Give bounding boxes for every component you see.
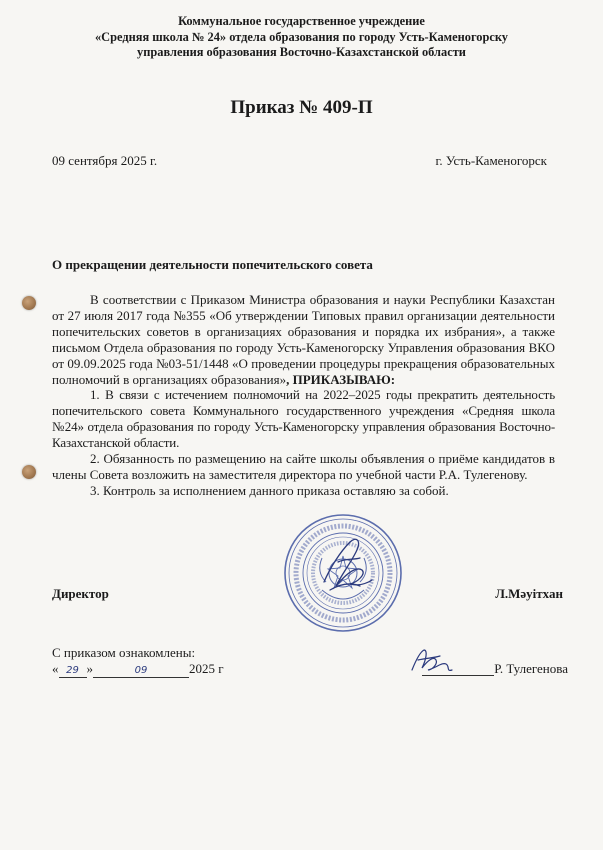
director-name: Л.Мәуітхан bbox=[495, 586, 563, 601]
intro-paragraph bbox=[52, 292, 555, 387]
ack-day: 29 bbox=[59, 664, 87, 678]
ack-person-name: Р. Тулегенова bbox=[494, 661, 568, 676]
org-line-1: Коммунальное государственное учреждение bbox=[178, 14, 425, 28]
intro-text: В соответствии с Приказом Министра образования и науки Республики Казахстан от 27 июля 2017 года №355 «Об утверждении Типовых правил организации деятельности попечительских советов в организациях образования и порядка их избрания», а также письмом Отдела образования по городу Усть-Каменогорску Управления образования ВКО от 09.09.2025 года №03-51/1448 «О проведении процедуры прекращения образовательных полномочий в организациях образования» bbox=[52, 292, 555, 387]
org-line-2: «Средняя школа № 24» отдела образования по городу Усть-Каменогорску bbox=[94, 29, 509, 44]
order-city: г. Усть-Каменогорск bbox=[435, 153, 547, 168]
acknowledgement-label: С приказом ознакомлены: bbox=[52, 645, 196, 660]
order-subject: О прекращении деятельности попечительского совета bbox=[52, 257, 373, 272]
order-body bbox=[52, 292, 555, 499]
acknowledgement-line bbox=[52, 661, 568, 679]
director-position: Директор bbox=[52, 586, 109, 601]
item-2: 2. Обязанность по размещению на сайте школы объявления о приёме кандидатов в члены Совета возложить на заместителя директора по учебной части Р.А. Тулегенову. bbox=[52, 451, 555, 482]
punch-hole-bottom bbox=[22, 465, 36, 479]
order-date: 09 сентября 2025 г. bbox=[52, 153, 158, 168]
item-3: 3. Контроль за исполнением данного приказа оставляю за собой. bbox=[90, 482, 449, 498]
open-quote: « bbox=[52, 661, 59, 676]
punch-hole-top bbox=[22, 296, 36, 310]
acknowledgement-signature bbox=[406, 644, 462, 678]
ack-month: 09 bbox=[93, 664, 189, 678]
director-signature bbox=[316, 532, 376, 596]
close-quote: » bbox=[86, 661, 93, 676]
organization-header bbox=[0, 14, 603, 61]
item-1: 1. В связи с истечением полномочий на 2022–2025 годы прекратить деятельность попечительского совета Коммунального государственного учреждения «Средняя школа №24» отдела образования по городу Усть-Каменогорску управления образования Восточно-Казахстанской области. bbox=[52, 387, 555, 451]
order-word: , ПРИКАЗЫВАЮ: bbox=[286, 371, 396, 387]
ack-year: 2025 г bbox=[189, 661, 224, 676]
org-line-3: управления образования Восточно-Казахстанской области bbox=[137, 45, 466, 60]
order-title: Приказ № 409-П bbox=[230, 97, 373, 118]
